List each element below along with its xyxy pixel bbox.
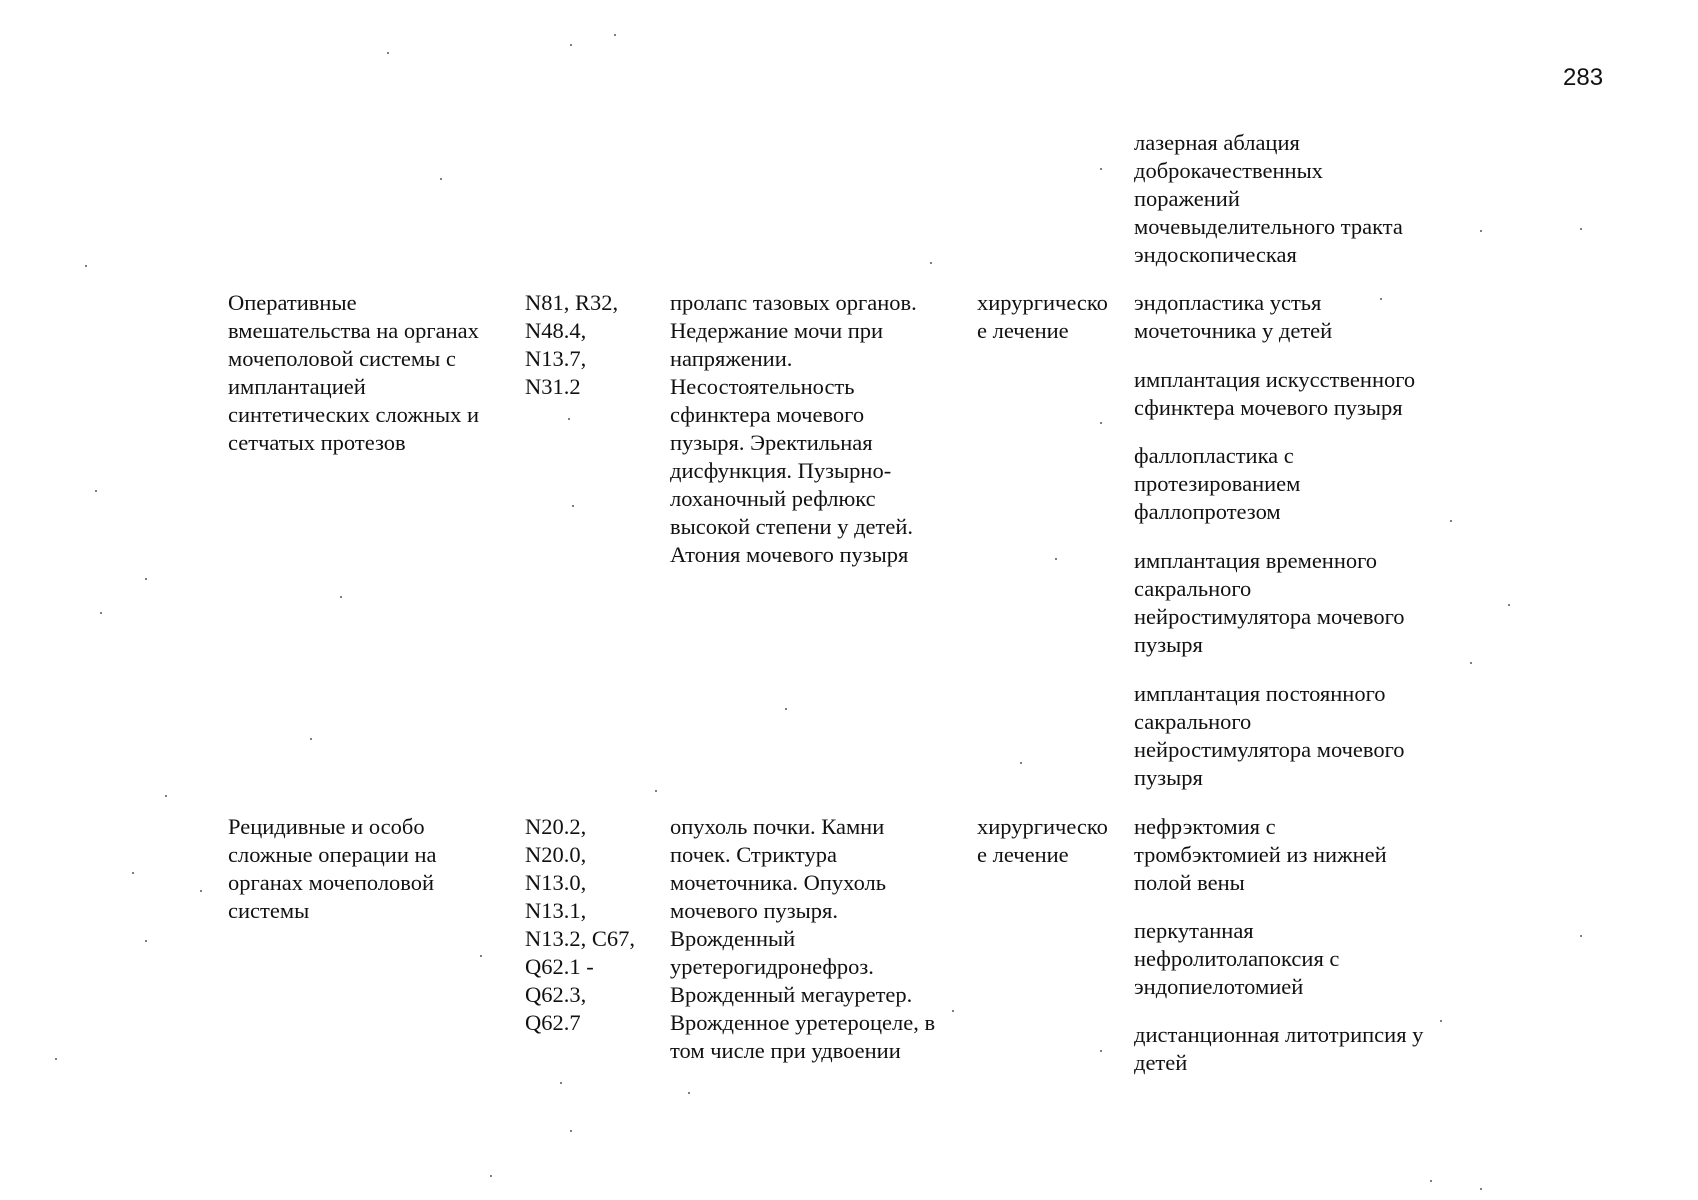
table-cell-method: дистанционная литотрипсия у детей <box>1134 1022 1424 1075</box>
table-cell-icd-codes: N81, R32, N48.4, N13.7, N31.2 <box>525 290 619 399</box>
table-cell-method: перкутанная нефролитолапоксия с эндопиелотомией <box>1134 918 1340 999</box>
page-number: 283 <box>1563 64 1604 91</box>
table-cell-icd-codes: N20.2, N20.0, N13.0, N13.1, N13.2, C67, Q62.1 - Q62.3, Q62.7 <box>525 814 636 1035</box>
table-cell-method: фаллопластика с протезированием фаллопротезом <box>1134 443 1301 524</box>
table-cell-group: Рецидивные и особо сложные операции на органах мочеполовой системы <box>228 814 437 923</box>
table-cell-group: Оперативные вмешательства на органах мочеполовой системы с имплантацией синтетических сложных и сетчатых протезов <box>228 290 479 455</box>
table-cell-method: эндопластика устья мочеточника у детей <box>1134 290 1333 343</box>
table-cell-patient-model: пролапс тазовых органов. Недержание мочи при напряжении. Несостоятельность сфинктера мочевого пузыря. Эректильная дисфункция. Пузырно- лоханочный рефлюкс высокой степени у детей. Атония мочевого пузыря <box>670 290 917 567</box>
table-cell-method: имплантация искусственного сфинктера мочевого пузыря <box>1134 367 1416 420</box>
table-cell-method: нефрэктомия с тромбэктомией из нижней полой вены <box>1134 814 1387 895</box>
table-cell-method-continued: лазерная аблация доброкачественных поражений мочевыделительного тракта эндоскопическая <box>1134 130 1403 267</box>
table-cell-method: имплантация постоянного сакрального нейростимулятора мочевого пузыря <box>1134 681 1405 790</box>
table-cell-treatment-type: хирургическо е лечение <box>977 290 1108 343</box>
table-cell-treatment-type: хирургическо е лечение <box>977 814 1108 867</box>
table-cell-method: имплантация временного сакрального нейростимулятора мочевого пузыря <box>1134 548 1405 657</box>
table-cell-patient-model: опухоль почки. Камни почек. Стриктура мочеточника. Опухоль мочевого пузыря. Врожденный уретерогидронефроз. Врожденный мегауретер. Врожденное уретероцеле, в том числе при удвоении <box>670 814 936 1063</box>
